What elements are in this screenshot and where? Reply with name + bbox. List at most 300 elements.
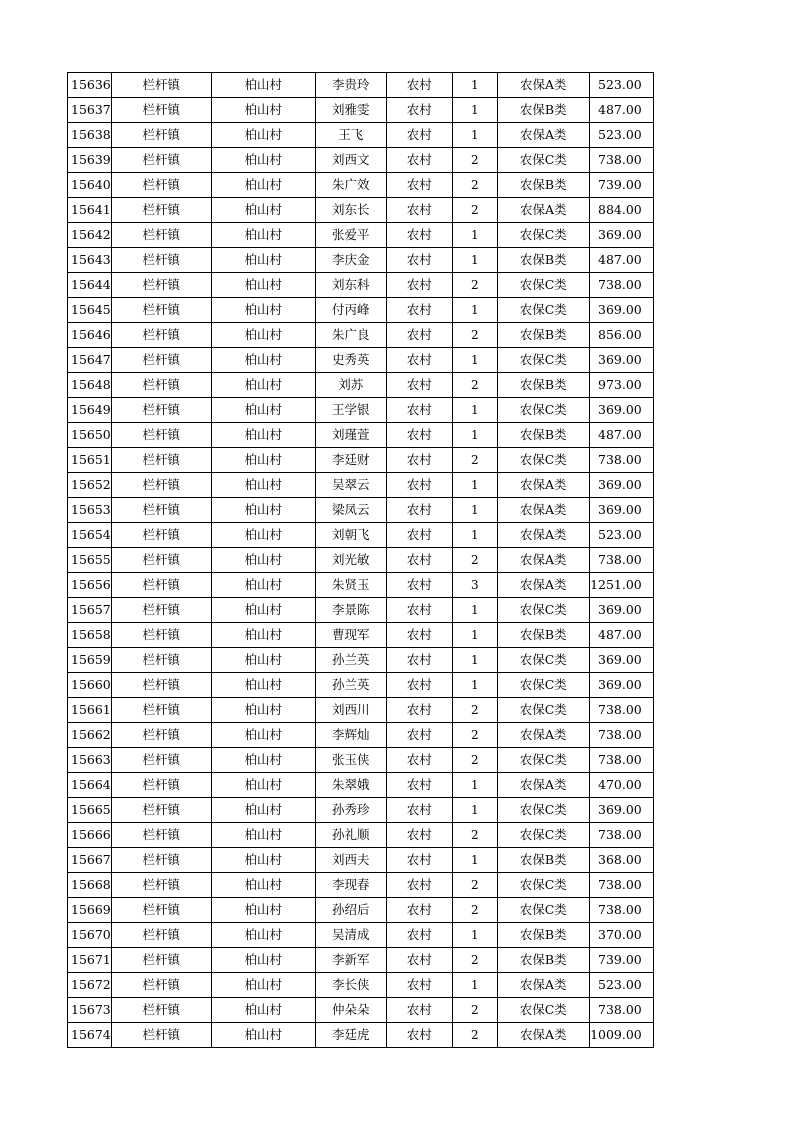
insurance-category-cell: 农保C类: [497, 298, 589, 323]
household-type-cell: 农村: [386, 298, 452, 323]
amount-cell: 523.00: [589, 973, 653, 998]
record-id-cell: 15649: [68, 398, 112, 423]
record-id-cell: 15638: [68, 123, 112, 148]
name-cell: 刘雅雯: [315, 98, 386, 123]
record-id-cell: 15640: [68, 173, 112, 198]
record-id-cell: 15636: [68, 73, 112, 98]
village-cell: 柏山村: [211, 198, 315, 223]
insurance-category-cell: 农保A类: [497, 473, 589, 498]
name-cell: 张爱平: [315, 223, 386, 248]
village-cell: 柏山村: [211, 523, 315, 548]
household-type-cell: 农村: [386, 173, 452, 198]
name-cell: 刘朝飞: [315, 523, 386, 548]
name-cell: 李廷虎: [315, 1023, 386, 1048]
name-cell: 孙兰英: [315, 648, 386, 673]
member-count-cell: 1: [452, 598, 497, 623]
table-row: [68, 98, 654, 123]
village-cell: 柏山村: [211, 723, 315, 748]
town-cell: 栏杆镇: [111, 848, 211, 873]
member-count-cell: 2: [452, 148, 497, 173]
household-type-cell: 农村: [386, 898, 452, 923]
household-type-cell: 农村: [386, 348, 452, 373]
insurance-category-cell: 农保C类: [497, 648, 589, 673]
village-cell: 柏山村: [211, 248, 315, 273]
amount-cell: 487.00: [589, 623, 653, 648]
table-body: [68, 73, 654, 1048]
household-type-cell: 农村: [386, 823, 452, 848]
name-cell: 张玉侠: [315, 748, 386, 773]
amount-cell: 738.00: [589, 273, 653, 298]
amount-cell: 738.00: [589, 873, 653, 898]
village-cell: 柏山村: [211, 423, 315, 448]
insurance-category-cell: 农保B类: [497, 173, 589, 198]
household-type-cell: 农村: [386, 498, 452, 523]
name-cell: 李辉灿: [315, 723, 386, 748]
table-row: [68, 348, 654, 373]
village-cell: 柏山村: [211, 73, 315, 98]
table-row: [68, 173, 654, 198]
name-cell: 仲朵朵: [315, 998, 386, 1023]
table-row: [68, 373, 654, 398]
household-type-cell: 农村: [386, 623, 452, 648]
household-type-cell: 农村: [386, 648, 452, 673]
name-cell: 刘西川: [315, 698, 386, 723]
member-count-cell: 1: [452, 98, 497, 123]
amount-cell: 487.00: [589, 423, 653, 448]
name-cell: 刘西文: [315, 148, 386, 173]
village-cell: 柏山村: [211, 623, 315, 648]
village-cell: 柏山村: [211, 173, 315, 198]
household-type-cell: 农村: [386, 198, 452, 223]
household-type-cell: 农村: [386, 248, 452, 273]
village-cell: 柏山村: [211, 973, 315, 998]
amount-cell: 1009.00: [589, 1023, 653, 1048]
record-id-cell: 15651: [68, 448, 112, 473]
record-id-cell: 15666: [68, 823, 112, 848]
member-count-cell: 1: [452, 298, 497, 323]
village-cell: 柏山村: [211, 348, 315, 373]
name-cell: 吴清成: [315, 923, 386, 948]
town-cell: 栏杆镇: [111, 323, 211, 348]
name-cell: 梁凤云: [315, 498, 386, 523]
name-cell: 刘东长: [315, 198, 386, 223]
amount-cell: 738.00: [589, 748, 653, 773]
town-cell: 栏杆镇: [111, 998, 211, 1023]
household-type-cell: 农村: [386, 273, 452, 298]
town-cell: 栏杆镇: [111, 973, 211, 998]
name-cell: 李贵玲: [315, 73, 386, 98]
insurance-category-cell: 农保C类: [497, 398, 589, 423]
name-cell: 朱贤玉: [315, 573, 386, 598]
household-type-cell: 农村: [386, 148, 452, 173]
record-id-cell: 15646: [68, 323, 112, 348]
table-row: [68, 73, 654, 98]
town-cell: 栏杆镇: [111, 673, 211, 698]
insurance-category-cell: 农保B类: [497, 248, 589, 273]
village-cell: 柏山村: [211, 948, 315, 973]
member-count-cell: 2: [452, 448, 497, 473]
amount-cell: 884.00: [589, 198, 653, 223]
village-cell: 柏山村: [211, 648, 315, 673]
member-count-cell: 2: [452, 698, 497, 723]
town-cell: 栏杆镇: [111, 198, 211, 223]
member-count-cell: 1: [452, 123, 497, 148]
insurance-category-cell: 农保B类: [497, 423, 589, 448]
record-id-cell: 15644: [68, 273, 112, 298]
town-cell: 栏杆镇: [111, 923, 211, 948]
table-row: [68, 398, 654, 423]
amount-cell: 738.00: [589, 698, 653, 723]
town-cell: 栏杆镇: [111, 573, 211, 598]
insurance-category-cell: 农保A类: [497, 1023, 589, 1048]
amount-cell: 738.00: [589, 723, 653, 748]
village-cell: 柏山村: [211, 548, 315, 573]
insurance-category-cell: 农保C类: [497, 998, 589, 1023]
record-id-cell: 15665: [68, 798, 112, 823]
member-count-cell: 2: [452, 198, 497, 223]
amount-cell: 487.00: [589, 248, 653, 273]
insurance-category-cell: 农保A类: [497, 123, 589, 148]
town-cell: 栏杆镇: [111, 123, 211, 148]
town-cell: 栏杆镇: [111, 523, 211, 548]
table-row: [68, 248, 654, 273]
village-cell: 柏山村: [211, 923, 315, 948]
insurance-category-cell: 农保A类: [497, 723, 589, 748]
member-count-cell: 2: [452, 998, 497, 1023]
member-count-cell: 1: [452, 248, 497, 273]
table-row: [68, 873, 654, 898]
member-count-cell: 2: [452, 173, 497, 198]
member-count-cell: 1: [452, 848, 497, 873]
village-cell: 柏山村: [211, 1023, 315, 1048]
table-row: [68, 448, 654, 473]
table-row: [68, 723, 654, 748]
insurance-category-cell: 农保C类: [497, 598, 589, 623]
insurance-category-cell: 农保C类: [497, 223, 589, 248]
table-row: [68, 573, 654, 598]
table-row: [68, 323, 654, 348]
amount-cell: 369.00: [589, 598, 653, 623]
name-cell: 朱广效: [315, 173, 386, 198]
insurance-category-cell: 农保B类: [497, 98, 589, 123]
household-type-cell: 农村: [386, 448, 452, 473]
name-cell: 曹现军: [315, 623, 386, 648]
member-count-cell: 1: [452, 423, 497, 448]
amount-cell: 738.00: [589, 548, 653, 573]
table-row: [68, 648, 654, 673]
insurance-category-cell: 农保A类: [497, 973, 589, 998]
record-id-cell: 15670: [68, 923, 112, 948]
household-type-cell: 农村: [386, 323, 452, 348]
record-id-cell: 15642: [68, 223, 112, 248]
member-count-cell: 1: [452, 473, 497, 498]
table-row: [68, 973, 654, 998]
town-cell: 栏杆镇: [111, 773, 211, 798]
insurance-category-cell: 农保B类: [497, 623, 589, 648]
town-cell: 栏杆镇: [111, 73, 211, 98]
name-cell: 史秀英: [315, 348, 386, 373]
household-type-cell: 农村: [386, 948, 452, 973]
village-cell: 柏山村: [211, 773, 315, 798]
amount-cell: 369.00: [589, 298, 653, 323]
table-row: [68, 798, 654, 823]
member-count-cell: 2: [452, 1023, 497, 1048]
member-count-cell: 3: [452, 573, 497, 598]
record-id-cell: 15658: [68, 623, 112, 648]
town-cell: 栏杆镇: [111, 648, 211, 673]
insurance-category-cell: 农保A类: [497, 548, 589, 573]
table-row: [68, 598, 654, 623]
amount-cell: 470.00: [589, 773, 653, 798]
table-row: [68, 748, 654, 773]
table-row: [68, 423, 654, 448]
village-cell: 柏山村: [211, 473, 315, 498]
name-cell: 刘苏: [315, 373, 386, 398]
table-row: [68, 898, 654, 923]
town-cell: 栏杆镇: [111, 448, 211, 473]
insurance-category-cell: 农保A类: [497, 523, 589, 548]
household-type-cell: 农村: [386, 848, 452, 873]
table-row: [68, 698, 654, 723]
amount-cell: 856.00: [589, 323, 653, 348]
name-cell: 刘瑾萱: [315, 423, 386, 448]
household-type-cell: 农村: [386, 573, 452, 598]
table-row: [68, 198, 654, 223]
table-row: [68, 123, 654, 148]
record-id-cell: 15663: [68, 748, 112, 773]
member-count-cell: 1: [452, 348, 497, 373]
amount-cell: 369.00: [589, 398, 653, 423]
amount-cell: 1251.00: [589, 573, 653, 598]
record-id-cell: 15669: [68, 898, 112, 923]
member-count-cell: 1: [452, 773, 497, 798]
member-count-cell: 2: [452, 723, 497, 748]
record-id-cell: 15664: [68, 773, 112, 798]
member-count-cell: 2: [452, 373, 497, 398]
record-id-cell: 15674: [68, 1023, 112, 1048]
amount-cell: 738.00: [589, 148, 653, 173]
table-row: [68, 273, 654, 298]
name-cell: 孙兰英: [315, 673, 386, 698]
village-cell: 柏山村: [211, 223, 315, 248]
household-type-cell: 农村: [386, 398, 452, 423]
village-cell: 柏山村: [211, 873, 315, 898]
amount-cell: 739.00: [589, 948, 653, 973]
record-id-cell: 15639: [68, 148, 112, 173]
town-cell: 栏杆镇: [111, 598, 211, 623]
name-cell: 李廷财: [315, 448, 386, 473]
town-cell: 栏杆镇: [111, 373, 211, 398]
table-row: [68, 498, 654, 523]
record-id-cell: 15637: [68, 98, 112, 123]
village-cell: 柏山村: [211, 823, 315, 848]
village-cell: 柏山村: [211, 798, 315, 823]
town-cell: 栏杆镇: [111, 173, 211, 198]
town-cell: 栏杆镇: [111, 273, 211, 298]
household-type-cell: 农村: [386, 598, 452, 623]
amount-cell: 523.00: [589, 123, 653, 148]
member-count-cell: 2: [452, 748, 497, 773]
insurance-category-cell: 农保C类: [497, 148, 589, 173]
household-type-cell: 农村: [386, 673, 452, 698]
household-type-cell: 农村: [386, 998, 452, 1023]
insurance-category-cell: 农保C类: [497, 823, 589, 848]
town-cell: 栏杆镇: [111, 248, 211, 273]
insurance-category-cell: 农保C类: [497, 448, 589, 473]
member-count-cell: 1: [452, 73, 497, 98]
record-id-cell: 15656: [68, 573, 112, 598]
name-cell: 付丙峰: [315, 298, 386, 323]
household-type-cell: 农村: [386, 973, 452, 998]
insurance-category-cell: 农保B类: [497, 323, 589, 348]
insurance-category-cell: 农保C类: [497, 273, 589, 298]
name-cell: 孙礼顺: [315, 823, 386, 848]
member-count-cell: 1: [452, 673, 497, 698]
record-id-cell: 15672: [68, 973, 112, 998]
record-id-cell: 15673: [68, 998, 112, 1023]
record-id-cell: 15643: [68, 248, 112, 273]
name-cell: 朱翠娥: [315, 773, 386, 798]
name-cell: 李景陈: [315, 598, 386, 623]
name-cell: 李新军: [315, 948, 386, 973]
name-cell: 孙秀珍: [315, 798, 386, 823]
household-type-cell: 农村: [386, 373, 452, 398]
amount-cell: 369.00: [589, 223, 653, 248]
household-type-cell: 农村: [386, 523, 452, 548]
record-id-cell: 15659: [68, 648, 112, 673]
member-count-cell: 1: [452, 623, 497, 648]
name-cell: 李现春: [315, 873, 386, 898]
name-cell: 王学银: [315, 398, 386, 423]
record-id-cell: 15660: [68, 673, 112, 698]
town-cell: 栏杆镇: [111, 823, 211, 848]
village-cell: 柏山村: [211, 673, 315, 698]
record-id-cell: 15650: [68, 423, 112, 448]
table-row: [68, 548, 654, 573]
insurance-category-cell: 农保C类: [497, 748, 589, 773]
subsidy-table: [67, 72, 654, 1048]
village-cell: 柏山村: [211, 748, 315, 773]
town-cell: 栏杆镇: [111, 148, 211, 173]
record-id-cell: 15652: [68, 473, 112, 498]
insurance-category-cell: 农保A类: [497, 198, 589, 223]
table-row: [68, 998, 654, 1023]
table-row: [68, 523, 654, 548]
village-cell: 柏山村: [211, 123, 315, 148]
table-row: [68, 623, 654, 648]
record-id-cell: 15641: [68, 198, 112, 223]
table-row: [68, 848, 654, 873]
village-cell: 柏山村: [211, 98, 315, 123]
insurance-category-cell: 农保C类: [497, 698, 589, 723]
table-row: [68, 923, 654, 948]
town-cell: 栏杆镇: [111, 348, 211, 373]
town-cell: 栏杆镇: [111, 398, 211, 423]
record-id-cell: 15671: [68, 948, 112, 973]
name-cell: 李庆金: [315, 248, 386, 273]
insurance-category-cell: 农保B类: [497, 923, 589, 948]
town-cell: 栏杆镇: [111, 223, 211, 248]
member-count-cell: 2: [452, 323, 497, 348]
table-row: [68, 298, 654, 323]
amount-cell: 370.00: [589, 923, 653, 948]
town-cell: 栏杆镇: [111, 1023, 211, 1048]
village-cell: 柏山村: [211, 298, 315, 323]
amount-cell: 523.00: [589, 73, 653, 98]
table-row: [68, 948, 654, 973]
table-row: [68, 473, 654, 498]
table-row: [68, 1023, 654, 1048]
household-type-cell: 农村: [386, 73, 452, 98]
name-cell: 李长侠: [315, 973, 386, 998]
name-cell: 刘光敏: [315, 548, 386, 573]
household-type-cell: 农村: [386, 548, 452, 573]
village-cell: 柏山村: [211, 998, 315, 1023]
household-type-cell: 农村: [386, 223, 452, 248]
insurance-category-cell: 农保B类: [497, 948, 589, 973]
insurance-category-cell: 农保A类: [497, 773, 589, 798]
household-type-cell: 农村: [386, 698, 452, 723]
record-id-cell: 15667: [68, 848, 112, 873]
village-cell: 柏山村: [211, 373, 315, 398]
member-count-cell: 1: [452, 498, 497, 523]
household-type-cell: 农村: [386, 773, 452, 798]
record-id-cell: 15655: [68, 548, 112, 573]
amount-cell: 738.00: [589, 823, 653, 848]
amount-cell: 369.00: [589, 648, 653, 673]
record-id-cell: 15647: [68, 348, 112, 373]
table-row: [68, 773, 654, 798]
town-cell: 栏杆镇: [111, 298, 211, 323]
member-count-cell: 2: [452, 948, 497, 973]
member-count-cell: 1: [452, 398, 497, 423]
record-id-cell: 15668: [68, 873, 112, 898]
household-type-cell: 农村: [386, 723, 452, 748]
village-cell: 柏山村: [211, 698, 315, 723]
village-cell: 柏山村: [211, 148, 315, 173]
town-cell: 栏杆镇: [111, 698, 211, 723]
household-type-cell: 农村: [386, 473, 452, 498]
insurance-category-cell: 农保C类: [497, 898, 589, 923]
member-count-cell: 1: [452, 223, 497, 248]
town-cell: 栏杆镇: [111, 748, 211, 773]
amount-cell: 369.00: [589, 673, 653, 698]
insurance-category-cell: 农保B类: [497, 373, 589, 398]
name-cell: 刘东科: [315, 273, 386, 298]
member-count-cell: 1: [452, 523, 497, 548]
member-count-cell: 2: [452, 898, 497, 923]
village-cell: 柏山村: [211, 573, 315, 598]
village-cell: 柏山村: [211, 448, 315, 473]
town-cell: 栏杆镇: [111, 623, 211, 648]
household-type-cell: 农村: [386, 798, 452, 823]
village-cell: 柏山村: [211, 848, 315, 873]
town-cell: 栏杆镇: [111, 948, 211, 973]
record-id-cell: 15662: [68, 723, 112, 748]
village-cell: 柏山村: [211, 598, 315, 623]
member-count-cell: 2: [452, 273, 497, 298]
name-cell: 刘西夫: [315, 848, 386, 873]
town-cell: 栏杆镇: [111, 873, 211, 898]
member-count-cell: 2: [452, 548, 497, 573]
town-cell: 栏杆镇: [111, 473, 211, 498]
town-cell: 栏杆镇: [111, 423, 211, 448]
amount-cell: 369.00: [589, 498, 653, 523]
member-count-cell: 1: [452, 648, 497, 673]
insurance-category-cell: 农保A类: [497, 573, 589, 598]
member-count-cell: 1: [452, 798, 497, 823]
amount-cell: 738.00: [589, 448, 653, 473]
